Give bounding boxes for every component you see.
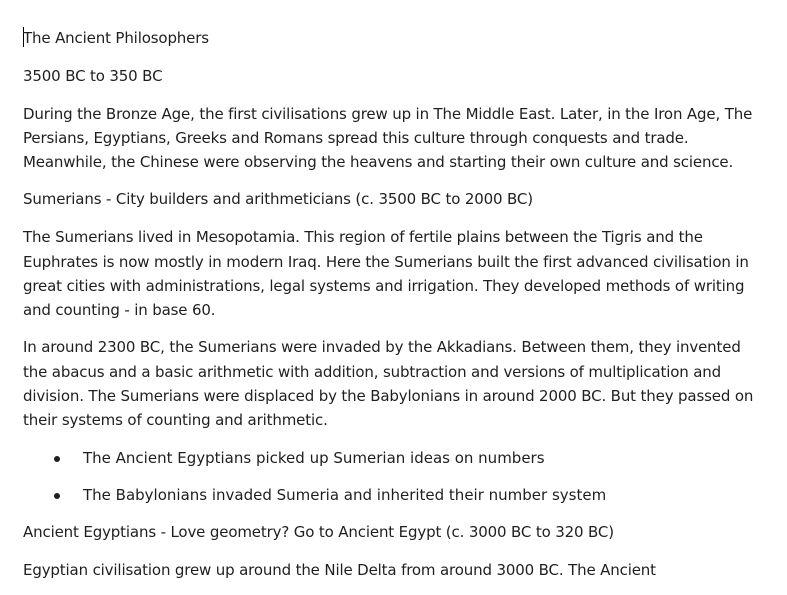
- bullet-item[interactable]: [23, 483, 763, 507]
- intro-paragraph[interactable]: During the Bronze Age, the first civilisations grew up in The Middle East. Later, in the Iron Age, The Persians, Egyptians, Greeks and Romans spread this culture through conquests and trade. Meanwhile, the Chinese were observing the heavens and starting their own culture and science.: [23, 104, 753, 172]
- bullet-icon: [54, 493, 60, 499]
- egyptians-paragraph-1[interactable]: Egyptian civilisation grew up around the Nile Delta from around 3000 BC. The Ancient: [23, 561, 656, 580]
- bullet-icon: [54, 456, 60, 462]
- document-title[interactable]: The Ancient Philosophers: [23, 29, 209, 47]
- document-body[interactable]: [23, 26, 763, 595]
- egyptians-heading[interactable]: Ancient Egyptians - Love geometry? Go to Ancient Egypt (c. 3000 BC to 320 BC): [23, 523, 614, 542]
- bullet-item[interactable]: [23, 446, 763, 470]
- date-range[interactable]: 3500 BC to 350 BC: [23, 66, 163, 85]
- sumerians-heading[interactable]: Sumerians - City builders and arithmeticians (c. 3500 BC to 2000 BC): [23, 190, 533, 209]
- sumerians-paragraph-1[interactable]: The Sumerians lived in Mesopotamia. This region of fertile plains between the Tigris and the Euphrates is now mostly in modern Iraq. Here the Sumerians built the first advanced civilisation in great cities with administrations, legal systems and irrigation. They developed methods of writing and counting - in base 60.: [23, 228, 749, 320]
- sumerians-paragraph-2[interactable]: In around 2300 BC, the Sumerians were invaded by the Akkadians. Between them, they invented the abacus and a basic arithmetic with addition, subtraction and versions of multiplication and division. The Sumerians were displaced by the Babylonians in around 2000 BC. But they passed on their systems of counting and arithmetic.: [23, 338, 754, 430]
- bullet-text: The Babylonians invaded Sumeria and inherited their number system: [83, 485, 607, 504]
- bullet-text: The Ancient Egyptians picked up Sumerian ideas on numbers: [83, 448, 545, 467]
- bullet-list: [23, 446, 763, 508]
